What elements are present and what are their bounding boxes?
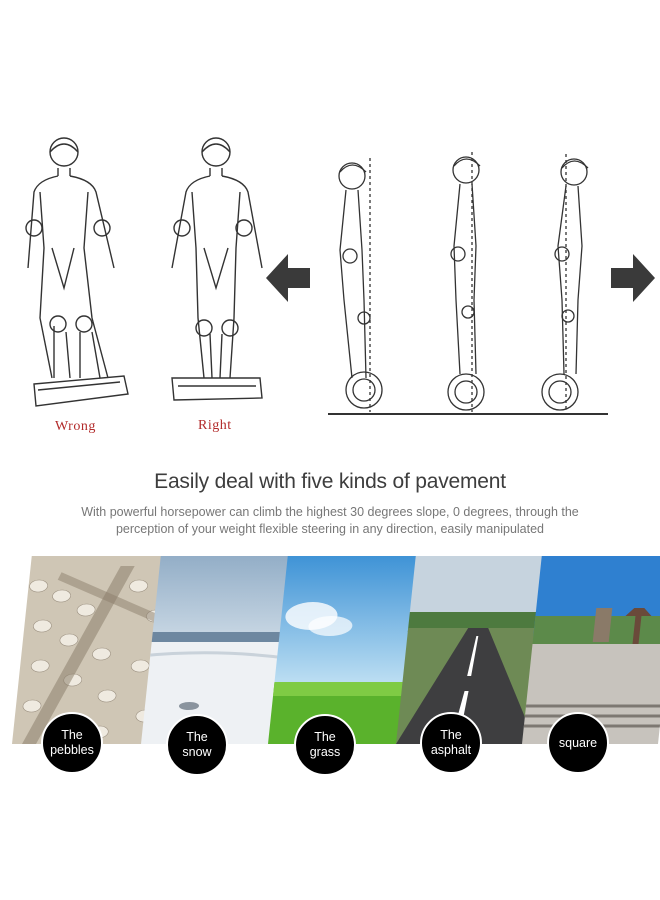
wrong-label: Wrong [55, 419, 96, 434]
arrow-right-icon [611, 254, 655, 302]
right-posture-figure [164, 128, 270, 418]
badge-snow [166, 714, 228, 776]
badge-grass-line2: grass [309, 745, 341, 759]
badge-grass [294, 714, 356, 776]
badge-asphalt-line2: asphalt [430, 743, 472, 757]
description-line-2: perception of your weight flexible steering in any direction, easily manipulated [115, 522, 545, 536]
pavement-description [40, 504, 620, 538]
badge-pebbles [41, 712, 103, 774]
badge-square-line1: square [558, 735, 598, 750]
badge-snow-line2: snow [182, 745, 212, 759]
badge-grass-line1: The [314, 730, 336, 744]
badge-pebbles-line1: The [61, 728, 83, 742]
badge-square [547, 712, 609, 774]
badge-snow-line1: The [186, 730, 208, 744]
side-view-balance-diagram [326, 150, 610, 422]
badge-asphalt [420, 712, 482, 774]
pavement-headline: Easily deal with five kinds of pavement [154, 470, 506, 493]
badge-asphalt-line1: The [440, 728, 462, 742]
badge-pebbles-line2: pebbles [50, 743, 94, 757]
arrow-left-icon [266, 254, 310, 302]
right-label: Right [198, 418, 232, 433]
description-line-1: With powerful horsepower can climb the highest 30 degrees slope, 0 degrees, through the [81, 505, 579, 519]
wrong-posture-figure [14, 128, 136, 418]
